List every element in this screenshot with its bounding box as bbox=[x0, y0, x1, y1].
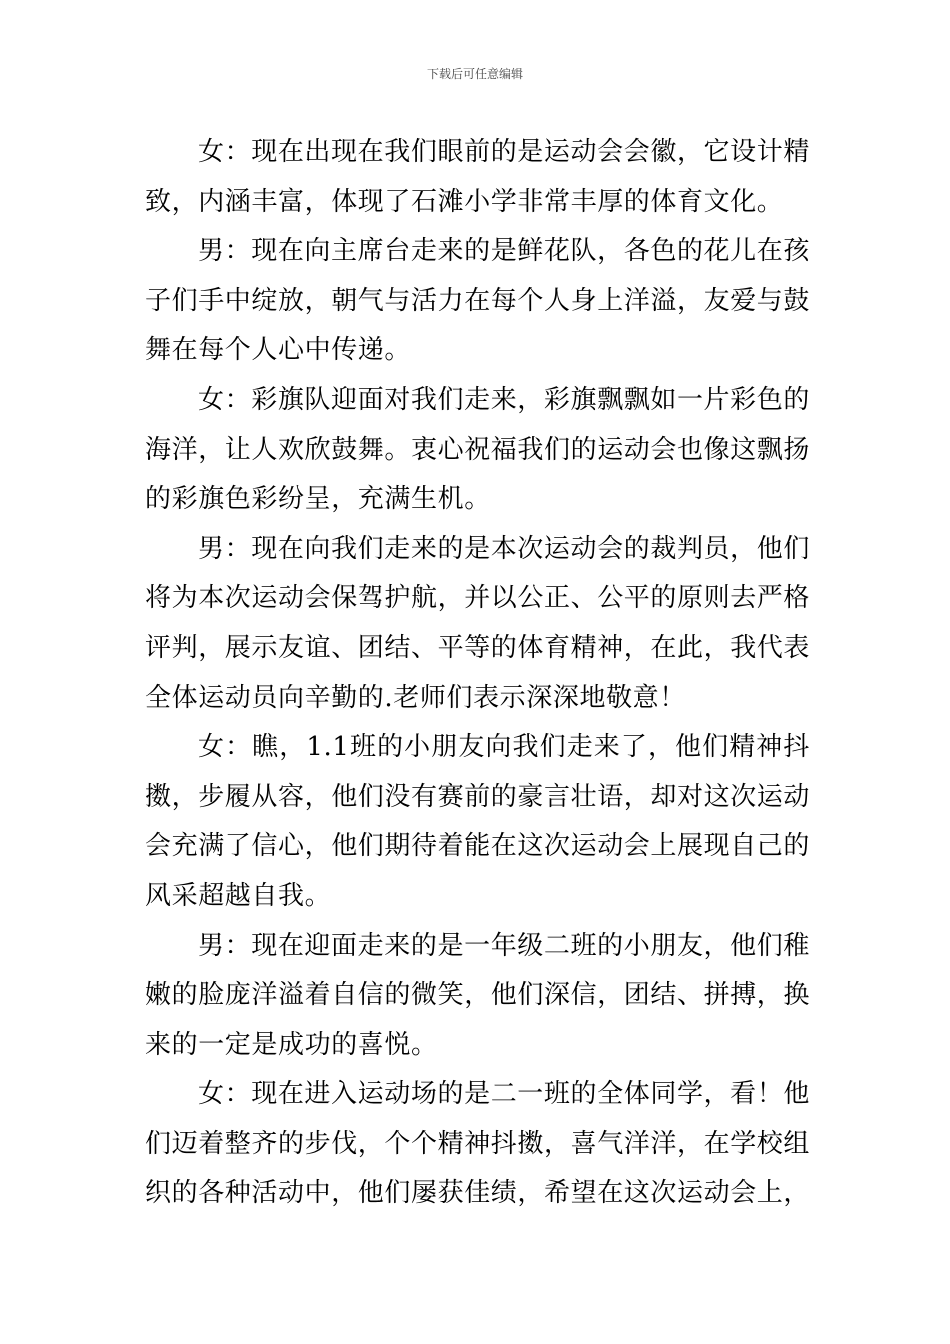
paragraph: 女：现在进入运动场的是二一班的全体同学，看！他们迈着整齐的步伐，个个精神抖擞，喜气洋洋，在学校组织的各种活动中，他们屡获佳绩，希望在这次运动会上， bbox=[145, 1079, 811, 1209]
paragraph: 女：瞧，1.1班的小朋友向我们走来了，他们精神抖擞，步履从容，他们没有赛前的豪言壮语，却对这次运动会充满了信心，他们期待着能在这次运动会上展现自己的风采超越自我。 bbox=[145, 732, 811, 911]
paragraph: 男：现在向主席台走来的是鲜花队，各色的花儿在孩子们手中绽放，朝气与活力在每个人身上洋溢，友爱与鼓舞在每个人心中传递。 bbox=[145, 236, 811, 366]
paragraph: 男：现在迎面走来的是一年级二班的小朋友，他们稚嫩的脸庞洋溢着自信的微笑，他们深信，团结、拼搏，换来的一定是成功的喜悦。 bbox=[145, 930, 811, 1060]
paragraph: 男：现在向我们走来的是本次运动会的裁判员，他们将为本次运动会保驾护航，并以公正、公平的原则去严格评判，展示友谊、团结、平等的体育精神，在此，我代表全体运动员向辛勤的.老师们表示深深地敬意！ bbox=[145, 533, 811, 713]
paragraph: 女：彩旗队迎面对我们走来，彩旗飘飘如一片彩色的海洋，让人欢欣鼓舞。衷心祝福我们的运动会也像这飘扬的彩旗色彩纷呈，充满生机。 bbox=[145, 384, 811, 515]
page-header: 下载后可任意编辑 bbox=[426, 67, 523, 81]
paragraph: 女：现在出现在我们眼前的是运动会会徽，它设计精致，内涵丰富，体现了石滩小学非常丰厚的体育文化。 bbox=[145, 137, 810, 217]
document-body bbox=[145, 128, 810, 1219]
